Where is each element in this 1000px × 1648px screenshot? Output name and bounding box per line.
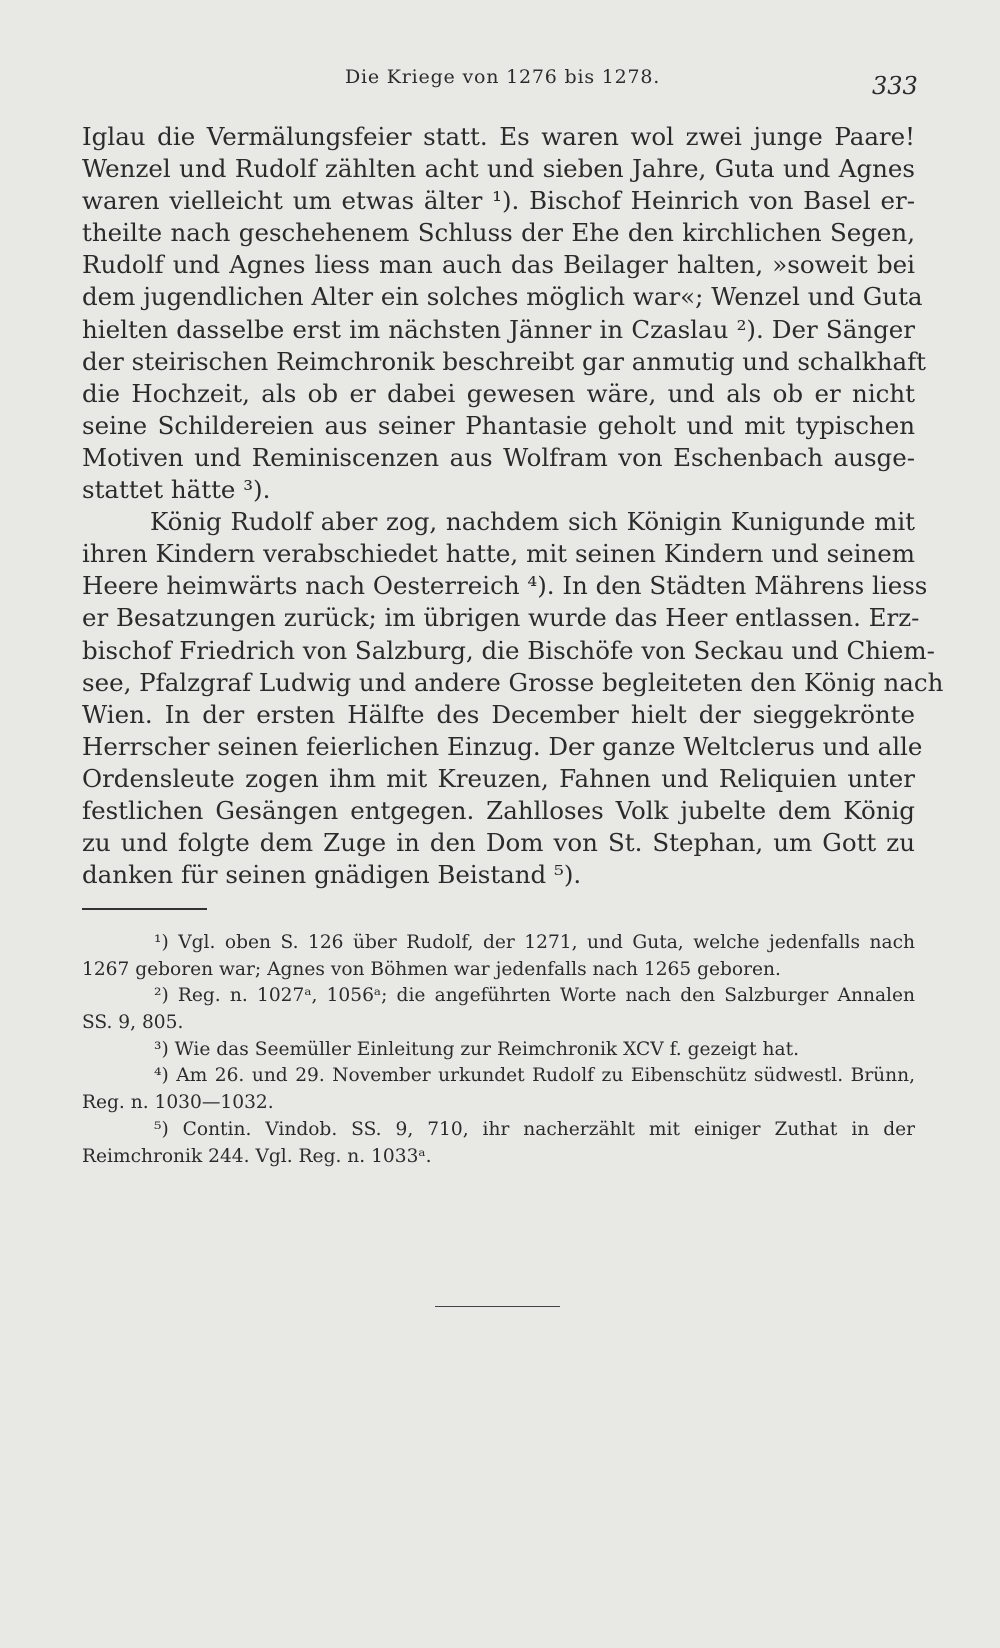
text-line: see, Pfalzgraf Ludwig und andere Grosse begleiteten den König nach	[82, 667, 944, 697]
footnote-line: Reimchronik 244. Vgl. Reg. n. 1033ᵃ.	[82, 1145, 432, 1167]
footnote-line: ⁵) Contin. Vindob. SS. 9, 710, ihr nacherzählt mit einiger Zuthat in der	[154, 1118, 915, 1140]
text-line: festlichen Gesängen entgegen. Zahlloses Volk jubelte dem König	[82, 795, 915, 825]
footnote-line: ³) Wie das Seemüller Einleitung zur Reimchronik XCV f. gezeigt hat.	[154, 1038, 799, 1060]
footnote-divider	[82, 908, 207, 910]
text-line: Motiven und Reminiscenzen aus Wolfram von Eschenbach ausge-	[82, 442, 915, 472]
footnote-line: ⁴) Am 26. und 29. November urkundet Rudolf zu Eibenschütz südwestl. Brünn,	[154, 1065, 915, 1087]
text-line: Heere heimwärts nach Oesterreich ⁴). In den Städten Mährens liess	[82, 571, 928, 601]
text-line: Wenzel und Rudolf zählten acht und sieben Jahre, Guta und Agnes	[82, 154, 915, 184]
footnote-line: Reg. n. 1030—1032.	[82, 1092, 274, 1114]
text-line: seine Schildereien aus seiner Phantasie geholt und mit typischen	[82, 410, 915, 440]
text-line: er Besatzungen zurück; im übrigen wurde das Heer entlassen. Erz-	[82, 603, 920, 633]
footnote-line: ²) Reg. n. 1027ᵃ, 1056ᵃ; die angeführten Worte nach den Salzburger Annalen	[154, 985, 915, 1007]
text-line: Rudolf und Agnes liess man auch das Beilager halten, »soweit bei	[82, 250, 915, 280]
text-line: der steirischen Reimchronik beschreibt gar anmutig und schalkhaft	[82, 346, 926, 376]
main-text	[82, 121, 944, 891]
text-line: stattet hätte ³).	[82, 475, 271, 505]
text-line: hielten dasselbe erst im nächsten Jänner in Czaslau ²). Der Sänger	[82, 314, 915, 344]
text-line: Herrscher seinen feierlichen Einzug. Der ganze Weltclerus und alle	[82, 731, 923, 761]
text-line: ihren Kindern verabschiedet hatte, mit seinen Kindern und seinem	[82, 539, 915, 569]
footnote-line: 1267 geboren war; Agnes von Böhmen war jedenfalls nach 1265 geboren.	[82, 958, 781, 980]
text-line: Wien. In der ersten Hälfte des December hielt der sieggekrönte	[82, 699, 915, 729]
text-line: Ordensleute zogen ihm mit Kreuzen, Fahnen und Reliquien unter	[82, 763, 915, 793]
text-line: danken für seinen gnädigen Beistand ⁵).	[82, 860, 582, 890]
page-number: 333	[872, 72, 918, 100]
footnotes	[82, 930, 915, 1170]
footnote-line: SS. 9, 805.	[82, 1012, 184, 1034]
end-divider	[435, 1306, 560, 1307]
text-line: Iglau die Vermälungsfeier statt. Es waren wol zwei junge Paare!	[82, 122, 915, 151]
text-line: die Hochzeit, als ob er dabei gewesen wäre, und als ob er nicht	[82, 378, 915, 408]
footnote-line: ¹) Vgl. oben S. 126 über Rudolf, der 1271, und Guta, welche jedenfalls nach	[154, 932, 915, 953]
text-line: zu und folgte dem Zuge in den Dom von St. Stephan, um Gott zu	[82, 828, 915, 858]
text-line: dem jugendlichen Alter ein solches möglich war«; Wenzel und Guta	[82, 282, 923, 312]
running-title: Die Kriege von 1276 bis 1278.	[345, 66, 661, 88]
running-head	[0, 66, 1000, 100]
text-line: waren vielleicht um etwas älter ¹). Bischof Heinrich von Basel er-	[82, 186, 915, 216]
text-line: König Rudolf aber zog, nachdem sich Königin Kunigunde mit	[150, 507, 915, 537]
text-line: theilte nach geschehenem Schluss der Ehe den kirchlichen Segen,	[82, 218, 915, 248]
text-line: bischof Friedrich von Salzburg, die Bischöfe von Seckau und Chiem-	[82, 635, 935, 665]
